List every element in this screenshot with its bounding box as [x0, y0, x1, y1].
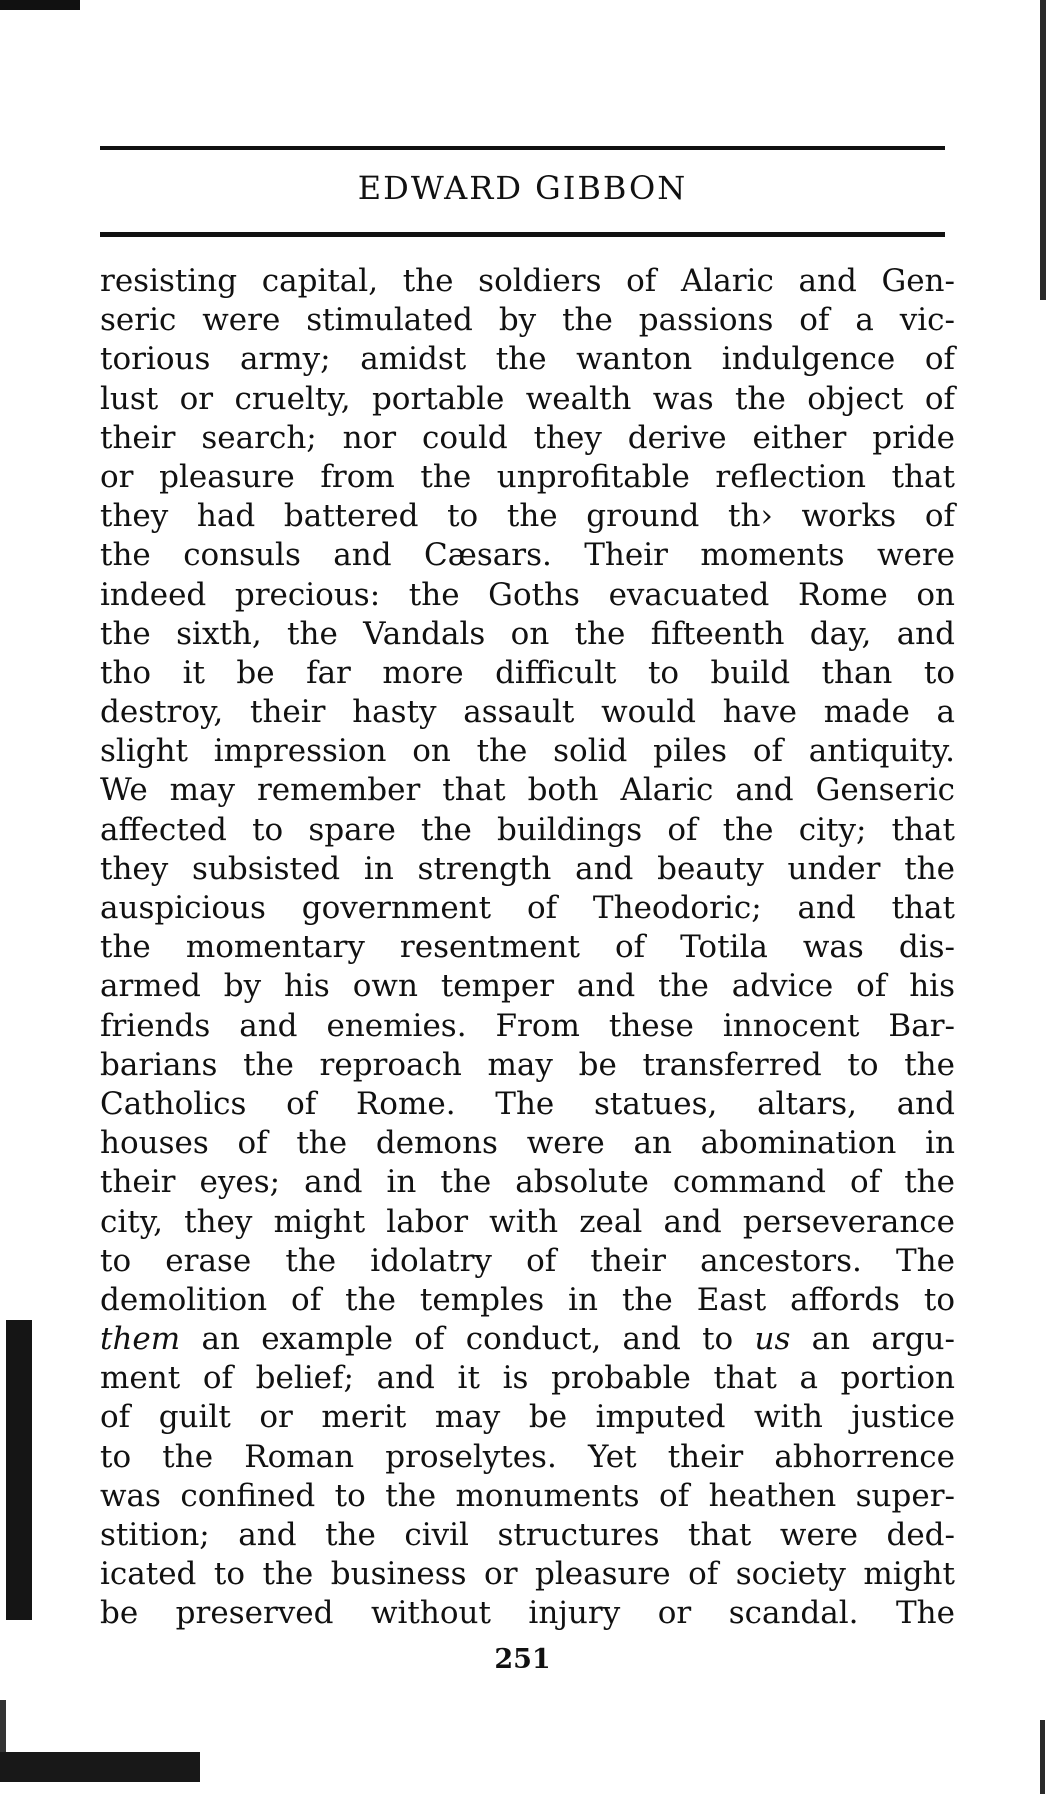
text-line: to the Roman proselytes. Yet their abhorrence — [100, 1438, 955, 1475]
text-line: of guilt or merit may be imputed with justice — [100, 1399, 955, 1436]
text-line: seric were stimulated by the passions of a vic- — [100, 302, 955, 339]
scan-edge — [1040, 0, 1046, 300]
text-line: the sixth, the Vandals on the fifteenth day, and — [100, 615, 955, 652]
page-number: 251 — [494, 1644, 551, 1675]
text-line: tho it be far more difficult to build than to — [100, 654, 955, 691]
italic-word: them — [100, 1321, 181, 1358]
text-line: was confined to the monuments of heathen super- — [100, 1477, 955, 1514]
text-line: to erase the idolatry of their ancestors. The — [100, 1242, 955, 1279]
text-line: affected to spare the buildings of the city; that — [100, 811, 955, 848]
scan-shadow — [0, 1700, 6, 1760]
scan-shadow — [6, 1320, 32, 1620]
text-line: resisting capital, the soldiers of Alaric and Gen- — [100, 263, 955, 299]
text-segment: an argu- — [790, 1321, 955, 1358]
text-line: or pleasure from the unprofitable reflection that — [100, 458, 955, 495]
scan-edge — [1040, 1720, 1045, 1794]
text-line: friends and enemies. From these innocent Bar- — [100, 1007, 955, 1044]
text-line: torious army; amidst the wanton indulgence of — [100, 341, 955, 378]
text-line: demolition of the temples in the East affords to — [100, 1281, 955, 1318]
text-line: ment of belief; and it is probable that a portion — [100, 1360, 955, 1397]
scan-shadow — [0, 1752, 200, 1782]
text-line: the momentary resentment of Totila was dis- — [100, 929, 955, 966]
text-line: they had battered to the ground th› works of — [100, 498, 955, 535]
text-line: they subsisted in strength and beauty under the — [100, 850, 955, 887]
text-line: be preserved without injury or scandal. The — [100, 1595, 955, 1632]
text-line: auspicious government of Theodoric; and that — [100, 890, 955, 926]
italic-word: us — [754, 1321, 791, 1358]
text-line: houses of the demons were an abomination in — [100, 1125, 955, 1162]
text-segment: an example of conduct, and to — [180, 1321, 755, 1358]
text-line: slight impression on the solid piles of antiquity. — [100, 733, 955, 770]
text-line: the consuls and Cæsars. Their moments were — [100, 537, 955, 574]
text-line: We may remember that both Alaric and Genseric — [100, 772, 955, 809]
running-head: EDWARD GIBBON — [357, 169, 688, 207]
text-line: barians the reproach may be transferred to the — [100, 1046, 955, 1083]
text-line-italic-mixed — [100, 1320, 955, 1359]
header-rule-top — [100, 146, 945, 150]
scan-mark — [0, 0, 80, 10]
text-line: city, they might labor with zeal and perseverance — [100, 1203, 955, 1240]
text-line: Catholics of Rome. The statues, altars, and — [100, 1085, 955, 1122]
text-line: their search; nor could they derive either pride — [100, 419, 955, 456]
text-line: destroy, their hasty assault would have made a — [100, 694, 955, 731]
text-line: indeed precious: the Goths evacuated Rome on — [100, 576, 955, 613]
text-line: their eyes; and in the absolute command of the — [100, 1164, 955, 1201]
header-rule-bottom — [100, 232, 945, 237]
body-text — [100, 262, 955, 1634]
text-line: armed by his own temper and the advice of his — [100, 968, 955, 1005]
text-line: stition; and the civil structures that were ded- — [100, 1517, 955, 1553]
text-line: icated to the business or pleasure of society might — [100, 1556, 955, 1593]
text-line: lust or cruelty, portable wealth was the object of — [100, 380, 955, 417]
